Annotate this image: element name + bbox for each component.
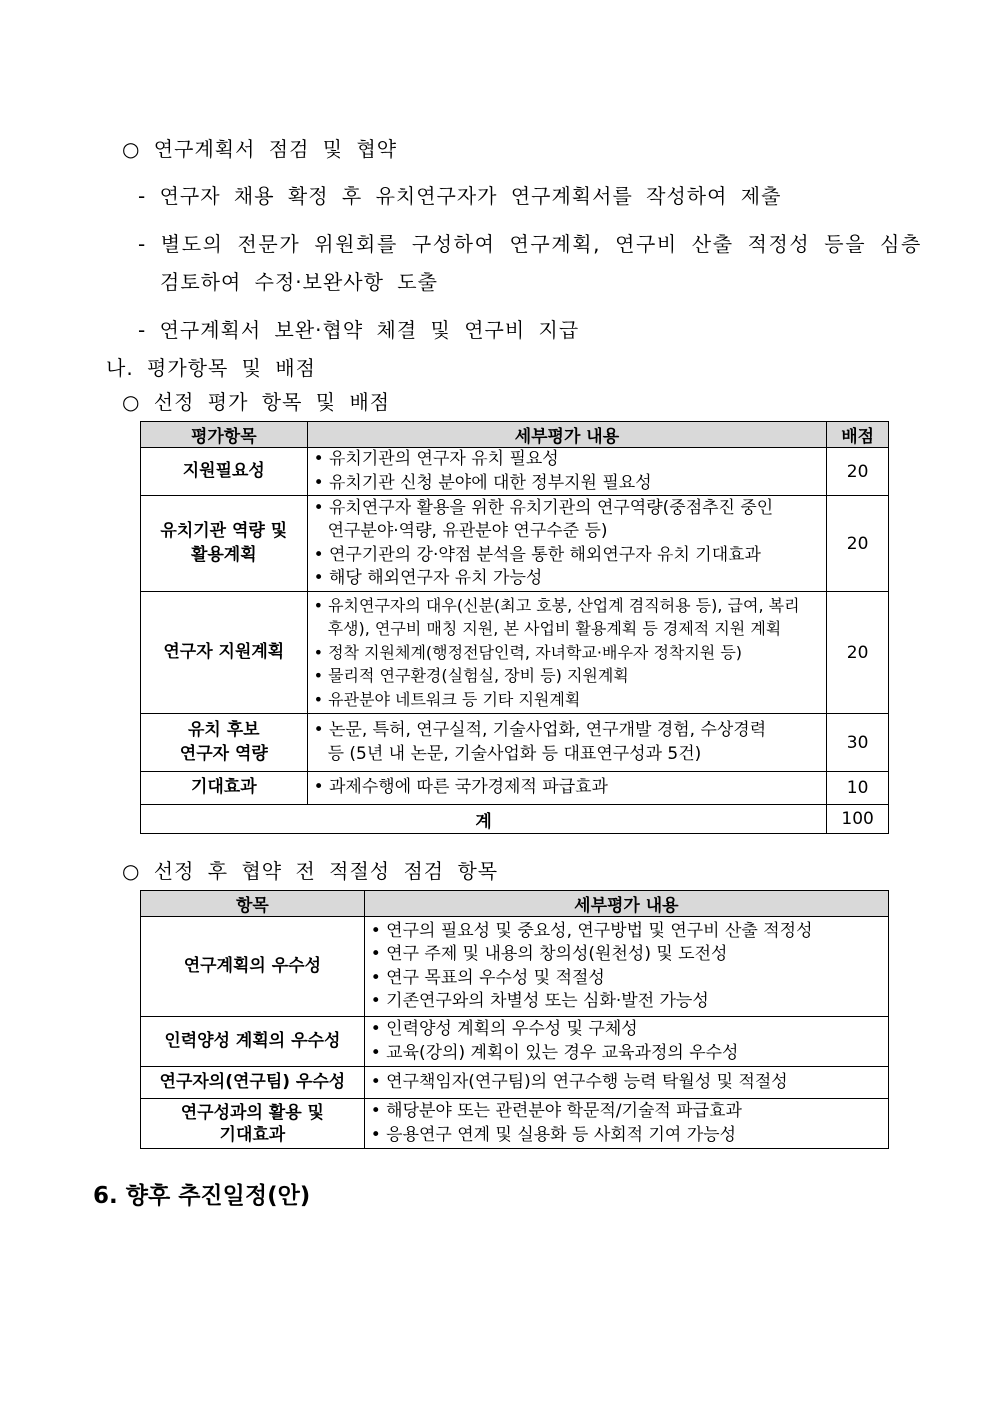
check-category: 연구성과의 활용 및 기대효과 [141, 1099, 365, 1149]
table-row [141, 917, 889, 1017]
section-6-title: 6. 향후 추진일정(안) [93, 1183, 311, 1209]
bullet-agreement: - 연구계획서 보완·협약 체결 및 연구비 지급 [138, 318, 580, 342]
heading-research-plan-review: ○ 연구계획서 점검 및 협약 [122, 137, 398, 161]
table-row [141, 448, 889, 496]
criteria-category: 유치 후보 연구자 역량 [141, 714, 308, 772]
total-score: 100 [827, 805, 889, 834]
criteria-category: 유치기관 역량 및 활용계획 [141, 496, 308, 592]
table-row [141, 1017, 889, 1067]
table-row [141, 496, 889, 592]
criteria-detail: • 과제수행에 따른 국가경제적 파급효과 [307, 772, 827, 805]
table-row [141, 592, 889, 714]
bullet-expert-committee-cont: 검토하여 수정·보완사항 도출 [160, 270, 438, 294]
check-category: 연구계획의 우수성 [141, 917, 365, 1017]
criteria-detail: • 유치기관의 연구자 유치 필요성 • 유치기관 신청 분야에 대한 정부지원 필요성 [307, 448, 827, 496]
total-row [141, 805, 889, 834]
table-header: 배점 [827, 422, 889, 448]
criteria-score: 10 [827, 772, 889, 805]
selection-criteria-table [140, 421, 889, 834]
total-label: 계 [141, 805, 827, 834]
criteria-category: 지원필요성 [141, 448, 308, 496]
criteria-score: 20 [827, 448, 889, 496]
table-row [141, 1067, 889, 1099]
criteria-category: 기대효과 [141, 772, 308, 805]
check-detail: • 인력양성 계획의 우수성 및 구체성 • 교육(강의) 계획이 있는 경우 교육과정의 우수성 [364, 1017, 888, 1067]
check-detail: • 해당분야 또는 관련분야 학문적/기술적 파급효과 • 응용연구 연계 및 실용화 등 사회적 기여 가능성 [364, 1099, 888, 1149]
criteria-detail: • 유치연구자의 대우(신분(최고 호봉, 산업계 겸직허용 등), 급여, 복리 후생), 연구비 매칭 지원, 본 사업비 활용계획 등 경제적 지원 계획 • 정착 지원체계(행정전담인력, 자녀학교·배우자 정착지원 등) • 물리적 연구환경(실험실, 장비 등) 지원계획 • 유관분야 네트워크 등 기타 지원계획 [307, 592, 827, 714]
criteria-detail: • 유치연구자 활용을 위한 유치기관의 연구역량(중점추진 중인 연구분야·역량, 유관분야 연구수준 등) • 연구기관의 강·약점 분석을 통한 해외연구자 유치 기대효과 • 해당 해외연구자 유치 가능성 [307, 496, 827, 592]
criteria-category: 연구자 지원계획 [141, 592, 308, 714]
subsection-title: 나. 평가항목 및 배점 [106, 356, 316, 380]
check-category: 연구자의(연구팀) 우수성 [141, 1067, 365, 1099]
criteria-score: 30 [827, 714, 889, 772]
table-header: 평가항목 [141, 422, 308, 448]
criteria-score: 20 [827, 496, 889, 592]
table-row [141, 772, 889, 805]
heading-selection-criteria: ○ 선정 평가 항목 및 배점 [122, 390, 391, 414]
table-header: 세부평가 내용 [307, 422, 827, 448]
check-category: 인력양성 계획의 우수성 [141, 1017, 365, 1067]
table-header: 항목 [141, 891, 365, 917]
criteria-score: 20 [827, 592, 889, 714]
table-row [141, 1099, 889, 1149]
criteria-detail: • 논문, 특허, 연구실적, 기술사업화, 연구개발 경험, 수상경력 등 (5년 내 논문, 기술사업화 등 대표연구성과 5건) [307, 714, 827, 772]
bullet-plan-submission: - 연구자 채용 확정 후 유치연구자가 연구계획서를 작성하여 제출 [138, 184, 782, 208]
heading-suitability-check: ○ 선정 후 협약 전 적절성 점검 항목 [122, 859, 499, 883]
check-detail: • 연구의 필요성 및 중요성, 연구방법 및 연구비 산출 적정성 • 연구 주제 및 내용의 창의성(원천성) 및 도전성 • 연구 목표의 우수성 및 적절성 • 기존연구와의 차별성 또는 심화·발전 가능성 [364, 917, 888, 1017]
table-header: 세부평가 내용 [364, 891, 888, 917]
check-detail: • 연구책임자(연구팀)의 연구수행 능력 탁월성 및 적절성 [364, 1067, 888, 1099]
suitability-check-table [140, 890, 889, 1149]
bullet-expert-committee: - 별도의 전문가 위원회를 구성하여 연구계획, 연구비 산출 적정성 등을 심층 [138, 232, 922, 256]
table-row [141, 714, 889, 772]
